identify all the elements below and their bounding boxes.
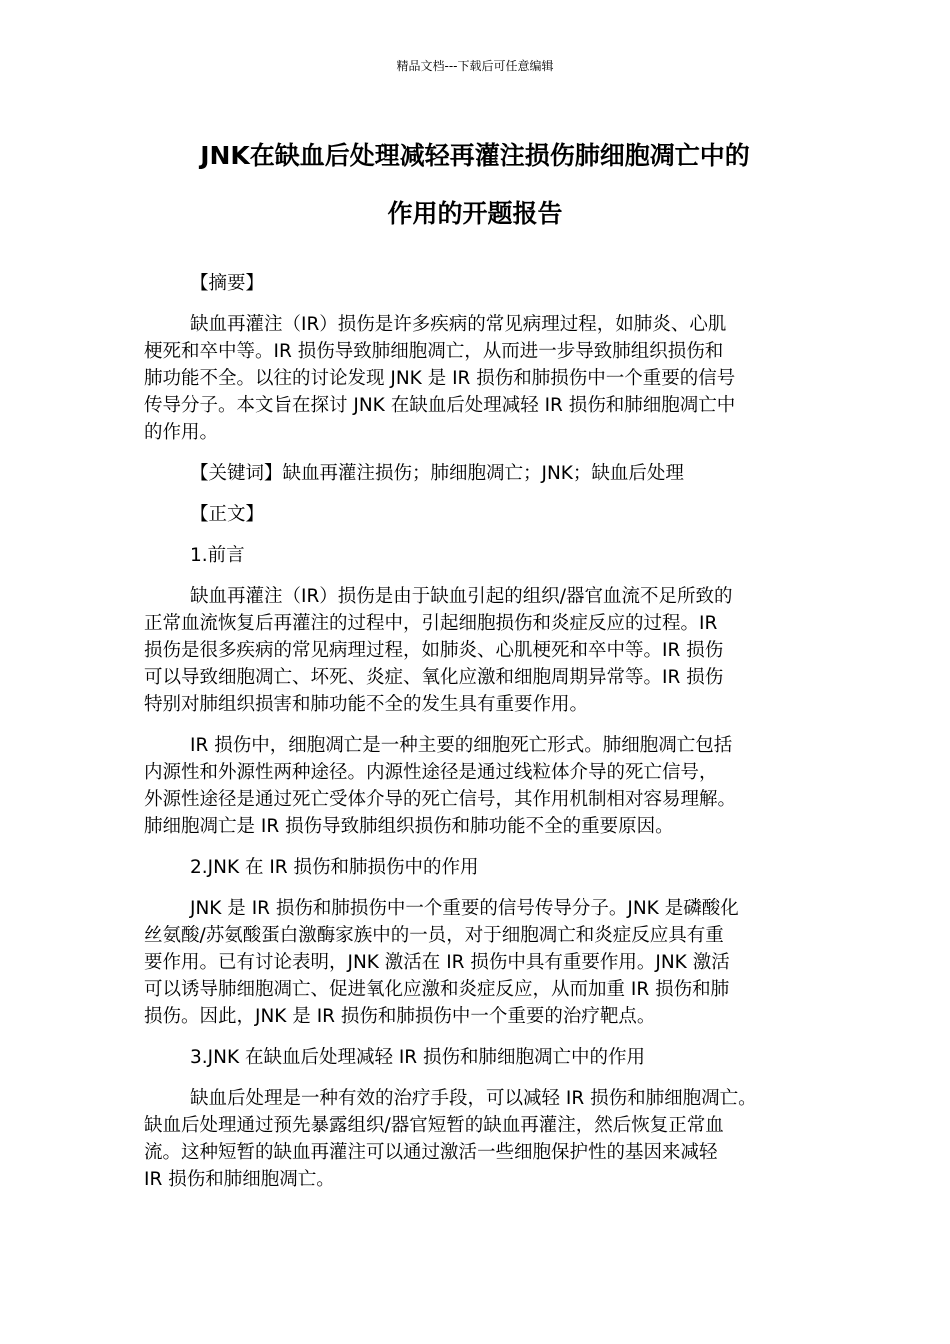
section-3-paragraph-1 xyxy=(144,1085,814,1193)
section-1-paragraph-2 xyxy=(144,732,814,840)
section-1-paragraph-1 xyxy=(144,583,814,718)
paragraph-line: 特别对肺组织损害和肺功能不全的发生具有重要作用。 xyxy=(144,694,589,715)
paragraph-line: JNK 是 IR 损伤和肺损伤中一个重要的信号传导分子。JNK 是磷酸化 xyxy=(190,898,739,919)
paragraph-line: 缺血再灌注（IR）损伤是由于缺血引起的组织/器官血流不足所致的 xyxy=(190,586,733,607)
paragraph-line: 缺血后处理是一种有效的治疗手段，可以减轻 IR 损伤和肺细胞凋亡。 xyxy=(190,1088,757,1109)
paragraph-line: 要作用。已有讨论表明，JNK 激活在 IR 损伤中具有重要作用。JNK 激活 xyxy=(144,952,730,973)
paragraph-line: 可以导致细胞凋亡、坏死、炎症、氧化应激和细胞周期异常等。IR 损伤 xyxy=(144,667,724,688)
paragraph-line: IR 损伤中，细胞凋亡是一种主要的细胞死亡形式。肺细胞凋亡包括 xyxy=(190,735,733,756)
paragraph-line: 可以诱导肺细胞凋亡、促进氧化应激和炎症反应，从而加重 IR 损伤和肺 xyxy=(144,979,730,1000)
paragraph-line: IR 损伤和肺细胞凋亡。 xyxy=(144,1169,335,1190)
paragraph-line: 外源性途径是通过死亡受体介导的死亡信号，其作用机制相对容易理解。 xyxy=(144,789,737,810)
abstract-paragraph xyxy=(144,311,814,446)
section-2-heading: 2.JNK 在 IR 损伤和肺损伤中的作用 xyxy=(190,857,479,878)
paragraph-line: 缺血后处理通过预先暴露组织/器官短暂的缺血再灌注，然后恢复正常血 xyxy=(144,1115,724,1136)
section-3-heading: 3.JNK 在缺血后处理减轻 IR 损伤和肺细胞凋亡中的作用 xyxy=(190,1047,646,1068)
paragraph-line: 内源性和外源性两种途径。内源性途径是通过线粒体介导的死亡信号， xyxy=(144,762,718,783)
abstract-line: 肺功能不全。以往的讨论发现 JNK 是 IR 损伤和肺损伤中一个重要的信号 xyxy=(144,368,736,389)
abstract-line: 梗死和卒中等。IR 损伤导致肺细胞凋亡，从而进一步导致肺组织损伤和 xyxy=(144,341,724,362)
page-header: 精品文档---下载后可任意编辑 xyxy=(396,59,554,73)
main-heading: 【正文】 xyxy=(190,504,265,525)
section-2-paragraph-1 xyxy=(144,895,814,1030)
paragraph-line: 损伤。因此，JNK 是 IR 损伤和肺损伤中一个重要的治疗靶点。 xyxy=(144,1006,656,1027)
keywords-line: 【关键词】缺血再灌注损伤；肺细胞凋亡；JNK；缺血后处理 xyxy=(190,463,684,484)
section-1-heading: 1.前言 xyxy=(190,545,245,566)
abstract-heading: 【摘要】 xyxy=(190,273,265,294)
paragraph-line: 肺细胞凋亡是 IR 损伤导致肺组织损伤和肺功能不全的重要原因。 xyxy=(144,816,674,837)
document-title-line-1: JNK在缺血后处理减轻再灌注损伤肺细胞凋亡中的 xyxy=(200,141,750,170)
paragraph-line: 损伤是很多疾病的常见病理过程，如肺炎、心肌梗死和卒中等。IR 损伤 xyxy=(144,640,724,661)
paragraph-line: 正常血流恢复后再灌注的过程中，引起细胞损伤和炎症反应的过程。IR xyxy=(144,613,718,634)
abstract-line: 的作用。 xyxy=(144,422,219,443)
paragraph-line: 流。这种短暂的缺血再灌注可以通过激活一些细胞保护性的基因来减轻 xyxy=(144,1142,718,1163)
paragraph-line: 丝氨酸/苏氨酸蛋白激酶家族中的一员，对于细胞凋亡和炎症反应具有重 xyxy=(144,925,724,946)
abstract-line: 传导分子。本文旨在探讨 JNK 在缺血后处理减轻 IR 损伤和肺细胞凋亡中 xyxy=(144,395,736,416)
document-title-line-2: 作用的开题报告 xyxy=(387,199,563,228)
document-body xyxy=(144,270,814,1207)
abstract-line: 缺血再灌注（IR）损伤是许多疾病的常见病理过程，如肺炎、心肌 xyxy=(190,314,727,335)
